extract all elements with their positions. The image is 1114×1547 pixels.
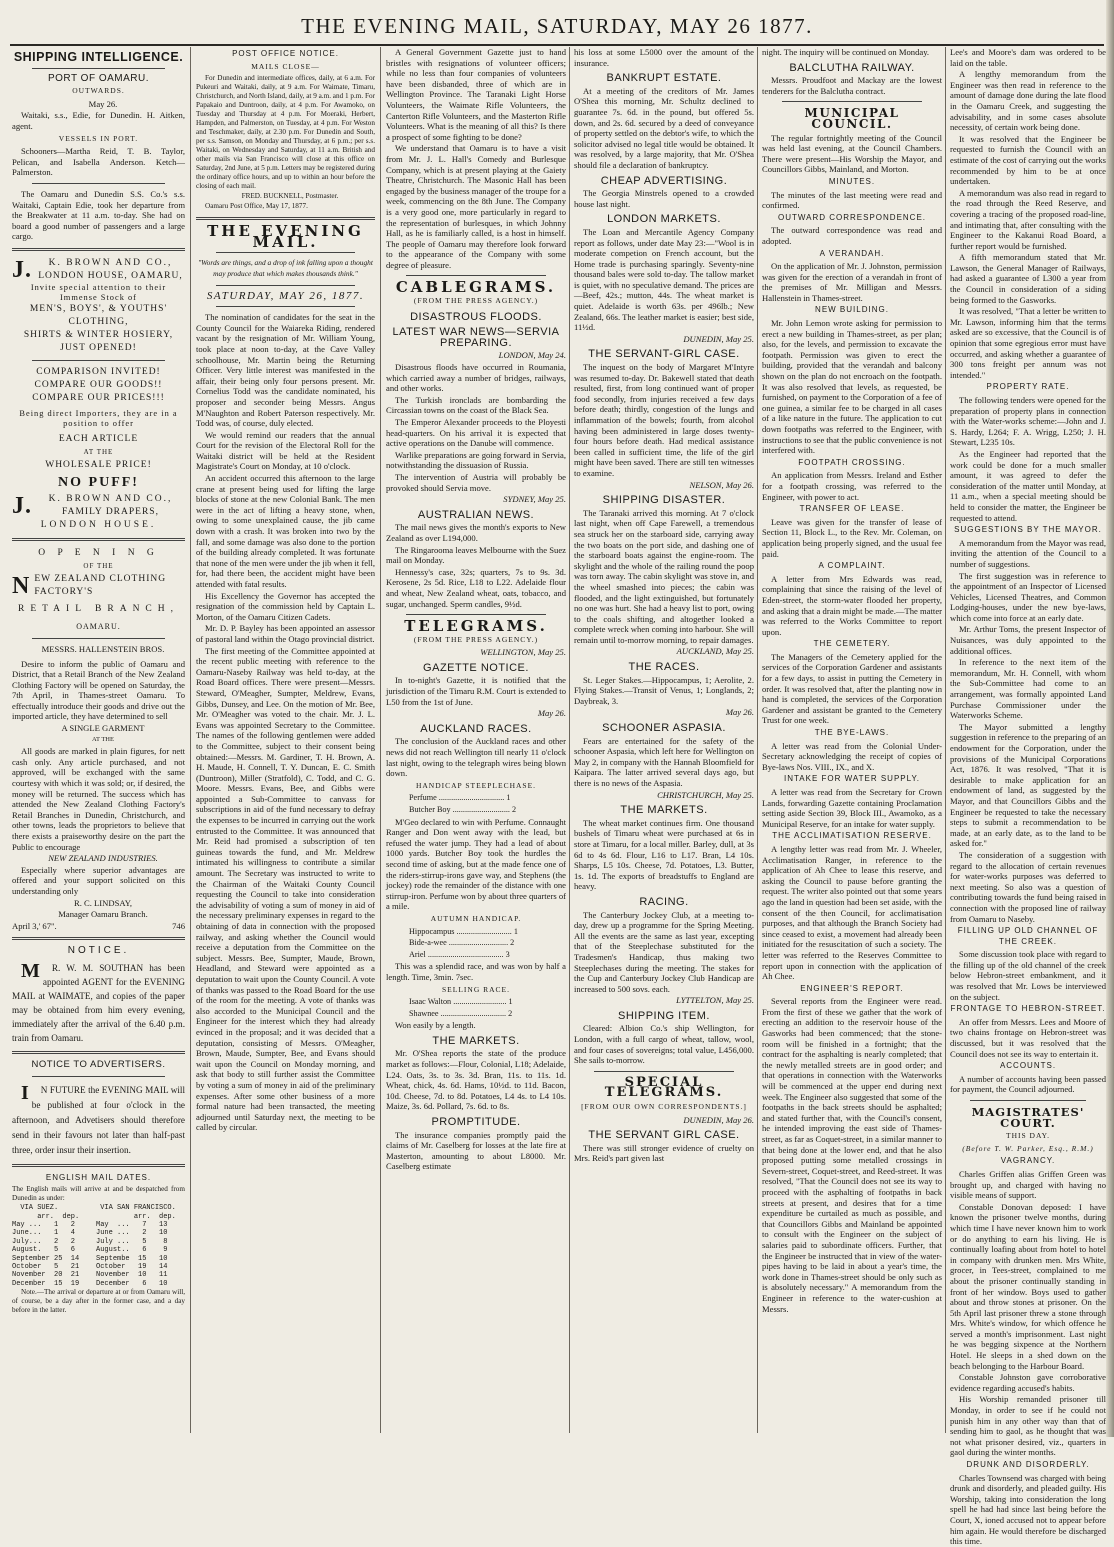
sub-heading: THE ACCLIMATISATION RESERVE.	[772, 831, 932, 841]
paragraph: Mr. D. P. Bayley has been appointed an assessor of pastoral land within the Otago provincial district.	[196, 623, 375, 644]
section-heading: MAGISTRATES' COURT.	[971, 1105, 1085, 1130]
signature: R. C. LINDSAY,	[73, 897, 133, 908]
section-heading: SHIPPING DISASTER.	[602, 494, 726, 507]
rule	[196, 217, 375, 220]
sub-heading: VAGRANCY.	[1000, 1156, 1056, 1166]
paragraph: The consideration of a suggestion with regard to the allocation of certain revenues for water-works purposes was deferred to next meeting. So also was a question of contributing towards the fund being raised in connection with the proposed line of railway from Oamaru to Naseby.	[950, 849, 1106, 924]
paragraph: The mail news gives the month's exports to New Zealand as over L194,000.	[386, 522, 566, 543]
paragraph: An application from Messrs. Ireland and Esther for a footpath crossing, was referred to the Engineer, with power to act.	[762, 470, 942, 502]
rule	[32, 360, 165, 361]
paragraph: An accident occurred this afternoon to the large crane at present being used for lifting the large blocks of stone at the new Colonial Bank. The men were in the act of lifting a heavy stone, when, owing to some unexplained cause, the jib came down with a crash. It was broken into two by the fall, and some damage was also done to the portion of the building already completed. It was fortunate that none of the men were under the jib when it fell, for, had there been, the accident might have been attended with fatal results.	[196, 473, 375, 589]
sub-heading: ENGINEER'S REPORT.	[800, 983, 904, 993]
motto: "Words are things, and a drop of ink falling upon a thought may produce that which makes thousands think."	[198, 258, 373, 278]
section-heading: AUSTRALIAN NEWS.	[417, 508, 535, 521]
paragraph: The outward correspondence was read and adopted.	[762, 225, 942, 246]
rule	[12, 1164, 185, 1167]
paper-title: THE EVENING MAIL.	[207, 222, 364, 251]
ad-line: OAMARU.	[76, 621, 121, 631]
paragraph: Fears are entertained for the safety of the schooner Aspasia, which left here for Wellington on May 2, in company with the Hannah Bloomfield for Kaipara. The latter arrived several days ago, but there is no news of the Aspasia.	[574, 735, 754, 788]
paragraph: The wheat market continues firm. One thousand bushels of Timaru wheat were purchased at 6s in store at Timaru, for a local miller. Barley, dull, at 3s 6d to 4s 6d. Flour, L16 to L17. Bran, L4 10s. Sharps, L5 10s. Cheese, 7d. Potatoes, L3. Butter, 1s. 1d. The exports of breadstuffs to England are heavy.	[574, 817, 754, 892]
ad-line: COMPARE OUR GOODS!!	[34, 379, 163, 390]
section-heading: GAZETTE NOTICE.	[423, 661, 529, 674]
sub-heading: AUTUMN HANDICAP.	[430, 913, 522, 923]
paragraph: Mr. Arthur Toms, the present Inspector of Nuisances, was duly appointed to the additional offices.	[950, 624, 1106, 656]
paragraph: Constable Johnston gave corroborative evidence regarding accused's habits.	[950, 1372, 1106, 1393]
column-divider	[757, 47, 758, 1433]
paragraph: A letter from Mrs Edwards was read, complaining that since the raising of the level of Eden-street, the storm-water flooded her property, and asking that a drain might be made.—The matter was referred to the Works Committee to report upon.	[762, 573, 942, 637]
section-heading: PROMPTITUDE.	[431, 1116, 521, 1129]
signature-role: Manager Oamaru Branch.	[58, 909, 148, 920]
paragraph: The nomination of candidates for the seat in the County Council for the Waiareka Riding, rendered vacant by the resignation of Mr. William Young, took place at noon to-day, at the Cave Valley schoolhouse, Mr. Martin being the Returning Officer. Very little interest was manifested in the affair, their being only four persons present. Mr. Cornelius Todd was the candidate nominated, his proposer and seconder being Messrs. Angus M'Naughton and Robert Paterson respectively. Mr. Todd was, of course, duly elected.	[196, 312, 375, 429]
paragraph: The Emperor Alexander proceeds to the Ployesti head-quarters. On his arrival it is expected that active operations on the Danube will commence.	[386, 417, 566, 449]
mail-table: VIA SUEZ. VIA SAN FRANCISCO. arr. dep. arr. dep. May ... 1 2 May ... 7 13 June... 1 4 June ... 2 10 July... 2 2 July ... 5 8 August. 5 6 August.. 6 9 September 25 14 Septembe 15 10 October 5 21 October 19 14 November 20 21 November 10 11 December 15 19 December 6 10	[12, 1204, 176, 1288]
section-heading: THE SERVANT-GIRL CASE.	[588, 348, 740, 361]
paragraph: It was resolved, "That a letter be written to Mr. Lawson, informing him that the terms asked are so excessive, that the Council is of opinion that some egregious error must have occurred, and asking whether a guarantee of 300 tons freight per annum was not intended."	[950, 306, 1106, 380]
ad-line: K. BROWN AND CO.,	[48, 493, 173, 504]
section-heading: SCHOONER ASPASIA.	[602, 722, 726, 735]
dateline: LYTTELTON, May 25.	[676, 995, 754, 1006]
dateline: Oamaru Post Office, May 17, 1877.	[205, 202, 308, 211]
section-heading: RACING.	[639, 895, 689, 908]
ad-line: JUST OPENED!	[60, 342, 137, 353]
paragraph: Cleared: Albion Co.'s ship Wellington, for London, with a full cargo of wheat, tallow, wool, and four cases of sovereigns; total value, L456,000. She sails to-morrow.	[574, 1023, 754, 1066]
paragraph: The Loan and Mercantile Agency Company report as follows, under date May 23:—"Wool is in moderate competion on French account, but the Home trade is purchasing sparingly. Seventy-nine thousand bales were sold to-day. The tallow market is quiet, with no speculative demand. The prices are—Beef, 42s.; mutton, 44s. The wheat market is quiet. Adelaide is worth 63s. per 496lb.; New Zealand, 66s. The leather market is easier; best side, 11½d.	[574, 226, 754, 333]
section-heading: PORT OF OAMARU.	[47, 72, 150, 84]
column-divider	[190, 47, 191, 1433]
dateline: May 26.	[88, 98, 118, 109]
rule	[782, 101, 922, 102]
paragraph: N FUTURE the EVENING MAIL will be published at four o'clock in the afternoon, and Advetisers should therefore send in their favours not later than half-past three, order insur their insertion.	[12, 1084, 185, 1155]
paragraph: The conclusion of the Auckland races and other news did not reach Wellington till nearly 11 o'clock last night, owing to the telegraph wires being blown down.	[386, 736, 566, 779]
paragraph: We would remind our readers that the annual Court for the revision of the Electoral Roll for the Waitaki district will be held at the Resident Magistrate's Court on Monday, at 10 o'clock.	[196, 429, 375, 472]
ad-line: MESSRS. HALLENSTEIN BROS.	[41, 643, 165, 654]
ad-line: A SINGLE GARMENT	[61, 723, 145, 734]
paragraph: Charles Townsend was charged with being drunk and disorderly, and pleaded guilty. His Worship, taking into consideration the long spell he had had since last being before the Court, X, ioned accused not to appear before him again. He would therefore be discharged this time.	[950, 1472, 1106, 1547]
ad-ref: 746	[172, 920, 185, 931]
dateline: WELLINGTON, May 25.	[480, 647, 566, 658]
race-result: Shawnee ................................ 2	[409, 1008, 513, 1018]
drop-initial: J.	[12, 256, 32, 283]
paragraph: Charles Griffen alias Griffen Green was brought up, and charged with having no visible means of support.	[950, 1168, 1106, 1201]
ad-line: AT THE	[92, 735, 114, 743]
column-divider	[945, 47, 946, 1433]
sub-heading: PROPERTY RATE.	[986, 382, 1070, 392]
ad-line: EACH ARTICLE	[58, 433, 139, 444]
rule	[216, 285, 355, 286]
paragraph: night. The inquiry will be continued on Monday.	[762, 47, 930, 57]
sub-heading: (FROM THE PRESS AGENCY.)	[413, 634, 539, 644]
race-result: Hippocampus ........................... 1	[409, 926, 518, 936]
sub-heading: MINUTES.	[828, 176, 876, 186]
paragraph: At a meeting of the creditors of Mr. James O'Shea this morning, Mr. Schultz declined to guarantee 7s. 6d. in the pound, but offered 5s. down, and 2s. 6d. secured by a deed of conveyance of property settled on the debtor's wife, to which the solicitor advised no legal title would be obtained. It was resolved, by a large majority, that Mr. O'Shea should file a declaration of bankruptcy.	[574, 85, 754, 170]
section-heading: SHIPPING ITEM.	[618, 1009, 710, 1022]
ad-line: SHIRTS & WINTER HOSIERY,	[23, 329, 174, 340]
race-result: Ariel ..................................... 3	[409, 949, 510, 959]
paragraph: Especially where superior advantages are offered and your support solicited on this understanding only	[12, 864, 185, 896]
section-heading: CABLEGRAMS.	[395, 278, 557, 297]
dateline: NELSON, May 26.	[689, 479, 754, 490]
rule	[12, 937, 185, 940]
section-heading: BANKRUPT ESTATE.	[606, 72, 722, 85]
ad-line: Invite special attention to their Immense Stock of	[30, 282, 167, 302]
column-divider	[380, 47, 381, 1433]
ad-line: Being direct Importers, they are in a position to offer	[19, 408, 178, 428]
paragraph: The Ringarooma leaves Melbourne with the Suez mail on Monday.	[386, 544, 566, 566]
paragraph: his loss at some L5000 over the amount of the insurance.	[574, 47, 754, 68]
ad-line: O P E N I N G	[38, 547, 159, 558]
masthead: THE EVENING MAIL, SATURDAY, MAY 26 1877.	[301, 14, 813, 38]
sub-heading: NEW BUILDING.	[815, 305, 889, 315]
section-heading: NOTICE.	[67, 945, 130, 957]
ad-line: K. BROWN AND CO.,	[48, 257, 173, 268]
paragraph: Note.—The arrival or departure at or from Oamaru will, of course, be a day after in the former case, and a day before in the latter.	[12, 1288, 185, 1315]
sub-heading: OUTWARD CORRESPONDENCE.	[777, 212, 927, 222]
ad-line: EW ZEALAND CLOTHING FACTORY'S	[34, 573, 167, 597]
paragraph: The Taranaki arrived this morning. At 7 o'clock last night, when off Cape Farewell, a tremendous sea struck her on the starboard side, carrying away the two boats on the port side, and dashing one of the starboard boats against the engine-room. The skylight and the whole of the railing round the poop was torn away. The cabin skylight was stove in, and the wheel smashed into pieces; the cabin was flooded, and the light extinguished, but fortunately no one was hurt. She had a heavy list to port, owing to the coals shifting, and altogether looked a complete wreck when coming into harbour. She will remain until to-morrow morning, to repair damages.	[574, 507, 754, 645]
section-heading: ENGLISH MAIL DATES.	[45, 1172, 152, 1182]
ad-line: LONDON HOUSE, OAMARU,	[38, 270, 183, 281]
section-heading: POST OFFICE NOTICE.	[232, 49, 339, 58]
sub-heading: (FROM THE PRESS AGENCY.)	[413, 296, 539, 306]
dateline: AUCKLAND, May 25.	[676, 646, 754, 657]
ad-line: FAMILY DRAPERS,	[62, 506, 159, 517]
rule	[32, 68, 165, 69]
sub-heading: FOOTPATH CROSSING.	[798, 457, 906, 467]
paragraph: The first suggestion was in reference to the appointment of an Inspector of Licensed Vehicles, Licensed Theatres, and Common Lodging-houses, under the new bye-laws, which come into force at an early date.	[950, 570, 1106, 623]
paragraph: The insurance companies promptly paid the claims of Mr. Caselberg for losses at the late fire at Masterton, amounting to about L8000. Mr. Caselberg estimate	[386, 1129, 566, 1172]
paragraph: The regular fortnightly meeting of the Council was held last evening, at the Council Chambers. There were present—His Worship the Mayor, and Councillors Gibbs, Mainland, and Morton.	[762, 132, 942, 175]
ad-line: AT THE	[83, 447, 114, 456]
paragraph: The Oamaru and Dunedin S.S. Co.'s s.s. Waitaki, Captain Edie, took her departure from the Breakwater at 11 a.m. to-day. She had on board a good number of passengers and a large cargo.	[12, 188, 185, 242]
paragraph: The Georgia Minstrels opened to a crowded house last night.	[574, 188, 754, 209]
section-heading: AUCKLAND RACES.	[420, 722, 532, 735]
sub-heading: (Before T. W. Parker, Esq., R.M.)	[962, 1143, 1094, 1153]
rule	[32, 1076, 165, 1077]
paragraph: Disastrous floods have occurred in Roumania, which carried away a number of bridges, railways, and other works.	[386, 362, 566, 394]
sub-heading: FRONTAGE TO HEBRON-STREET.	[950, 1004, 1106, 1014]
paragraph: A number of accounts having been passed for payment, the Council adjourned.	[950, 1073, 1106, 1095]
sub-heading: HANDICAP STEEPLECHASE.	[415, 780, 537, 790]
sub-heading: SUGGESTIONS BY THE MAYOR.	[954, 525, 1102, 535]
paragraph: Mr. O'Shea reports the state of the produce market as follows:—Flour, Colonial, L18; Adelaide, L24. Oats, 3s. to 3s. 3d. Bran, 11s. to 11s. 1d. Wheat, chick, 4s. 6d. Hams, 10½d. to 11d. Bacon, 10d. Cheese, 7d. to 8d. Potatoes, L4 4s. to L4 10s. Maize, 3s. 6d. Pollard, 7s. 6d. to 8s.	[386, 1048, 566, 1112]
signature: FRED. BUCKNELL, Postmaster.	[241, 192, 339, 201]
rule	[12, 1051, 185, 1054]
sub-heading: A VERANDAH.	[819, 248, 885, 258]
sub-heading: VESSELS IN PORT.	[58, 133, 139, 143]
ad-line: COMPARISON INVITED!	[36, 366, 161, 377]
section-heading: TELEGRAMS.	[404, 617, 548, 636]
sub-heading: SELLING RACE.	[442, 984, 510, 994]
paragraph: A memorandum from the Mayor was read, inviting the attention of the Council to a number of suggestions.	[950, 537, 1106, 569]
paragraph: It was resolved that the Engineer be requested to furnish the Council with an estimate of the cost of carrying out the works recommended by him to be at once undertaken.	[950, 133, 1106, 187]
section-heading: THE SERVANT GIRL CASE.	[588, 1129, 740, 1142]
paragraph: His Worship remanded prisoner till Monday, in order to see if he could not punish him in any other way than that of sending him to gaol, as he thought that was not what prisoner desired, viz., quarters in gaol during the winter months.	[950, 1394, 1106, 1458]
rule	[594, 1071, 734, 1072]
column-6	[950, 47, 1106, 1547]
column-5	[762, 47, 942, 1433]
sub-heading: THIS DAY.	[1005, 1131, 1050, 1141]
paragraph: A lengthy memorandum from the Engineer was then read in reference to the amount of damage done during the late flood in the Oamaru Creek, and suggesting the advisability, and in some cases absolute necessity, of certain work being done.	[950, 69, 1106, 133]
paragraph: Leave was given for the transfer of lease of Section 11, Block L., to the Rev. Mr. Coleman, on application being properly signed, and the usual fee paid.	[762, 516, 942, 559]
sub-heading: OUTWARDS.	[72, 86, 125, 96]
paragraph: On the application of Mr. J. Johnston, permission was given for the erection of a verandah in front of the premises of Mr. Milligan and Messrs. Hallenstein in Thames-street.	[762, 261, 942, 303]
masthead-rule	[10, 44, 1104, 46]
sub-heading: FILLING UP OLD CHANNEL OF THE CREEK.	[957, 926, 1099, 946]
drop-initial: M	[21, 959, 40, 982]
rule	[32, 183, 165, 184]
paragraph: Messrs. Proudfoot and Mackay are the lowest tenderers for the Balclutha contract.	[762, 75, 942, 96]
paragraph: In reference to the next item of the memorandum, Mr. H. Connell, with whom the Sub-Committee had come to an arrangement, was formally appointed Land Purchase Commissioner under the Waterworks Scheme.	[950, 657, 1106, 721]
section-heading: THE MARKETS.	[620, 804, 708, 817]
advertisement-nz-clothing	[12, 547, 185, 633]
paragraph: There was still stronger evidence of cruelty on Mrs. Reid's part given last	[574, 1142, 754, 1164]
race-result: Perfume ................................ 1	[409, 793, 511, 803]
sub-heading: INTAKE FOR WATER SUPPLY.	[783, 774, 921, 784]
sub-heading: THE CEMETERY.	[813, 639, 891, 649]
section-heading: NOTICE TO ADVERTISERS.	[31, 1058, 166, 1070]
paragraph: A letter was read from the Colonial Under-Secretary acknowledging the receipt of copies of Bye-laws Nos. VIII., IX., and X.	[762, 740, 942, 772]
paragraph: A fifth memorandum stated that Mr. Lawson, the General Manager of Railways, had asked a guarantee of L300 a year from the Council in consideration of a siding being formed to the Gasworks.	[950, 252, 1106, 305]
sub-heading: TRANSFER OF LEASE.	[799, 504, 905, 514]
section-heading: THE MARKETS.	[432, 1034, 520, 1047]
drop-initial: J.	[12, 492, 32, 519]
ad-line: WHOLESALE PRICE!	[45, 459, 152, 470]
paragraph: For Dunedin and intermediate offices, daily, at 6 a.m. For Pukeuri and Waitaki, daily, at 9 a.m. For Waimate, Timaru, Christchurch, and North Island, daily, at 9 a.m. and 1 p.m. For Papakaio and Duntroon, daily, at 4 p.m. For Awamoko, on Tuesday and Thursday at 4 p.m. For Moeraki, Herbert, Hampden, and Palmerston, on Tuesday, at 4 p.m. For Weston and Teschmaker, daily, at 2.30 p.m. For Dunedin and South, per s.s. Samson, on Monday and Thursday, at 6 p.m.; per s.s. Waitaki, on Wednesday and Saturday, at 11 a.m. British and other mails via San Francisco will close at this office on Saturday, 2nd June, at 5 p.m. Letters may be registered during the ordinary office hours, and up to within an hour before the closing of each mail.	[196, 74, 375, 191]
ad-line: MEN'S, BOYS', & YOUTHS' CLOTHING,	[29, 303, 168, 327]
paragraph: Desire to inform the public of Oamaru and District, that a Retail Branch of the New Zealand Clothing Factory will be opened on Saturday, the 7th April, in Thames-street Oamaru. To effectually introduce their goods and drive out the imported article, they have determined to sell	[12, 658, 185, 722]
paragraph: The intervention of Austria will probably be provoked should Servia move.	[386, 471, 566, 493]
paragraph: This was a splendid race, and was won by half a length. Time, 3min. 7sec.	[386, 961, 566, 982]
section-heading: BALCLUTHA RAILWAY.	[789, 61, 915, 74]
section-heading: LONDON MARKETS.	[607, 213, 721, 226]
paragraph: Lee's and Moore's dam was ordered to be laid on the table.	[950, 47, 1106, 68]
paragraph: The following tenders were opened for the preparation of property plans in connection with the Water-works scheme:—John and J. S. Hardy, L264; F. A. Wrigg, L250; J. H. Stewart, L235 10s.	[950, 395, 1106, 448]
ad-line: OF THE	[83, 561, 114, 570]
rule	[12, 248, 185, 251]
page-edge	[1106, 0, 1114, 1437]
section-heading: SPECIAL TELEGRAMS.	[604, 1074, 724, 1101]
paragraph: Warlike preparations are going forward in Servia, notwithstanding the dissuasion of Russia.	[386, 449, 566, 471]
column-3	[386, 47, 566, 1433]
race-result: Butcher Boy ............................ 2	[409, 805, 517, 814]
ad-line: RETAIL BRANCH,	[18, 603, 179, 614]
ad-line: NEW ZEALAND INDUSTRIES.	[48, 853, 158, 864]
column-divider	[569, 47, 570, 1433]
paragraph: Schooners—Martha Reid, T. B. Taylor, Pelican, and Isabella Anderson. Ketch—Palmerston.	[12, 146, 185, 178]
section-heading: THE RACES.	[628, 661, 700, 674]
paragraph: St. Leger Stakes.—Hippocampus, 1; Aerolite, 2. Flying Stakes.—Transit of Venus, 1; Longlands, 2; Daybreak, 3.	[574, 674, 754, 706]
dateline: LONDON, May 24.	[498, 350, 566, 361]
paragraph: The first meeting of the Committee appointed at the recent public meeting with reference to the Oamaru-Naseby Railway was held to-day, at the Road Board offices. There were present—Messrs. Steward, O'Meagher, Sumpter, Meldrew, Evans, Gibbs, Dunsey, and Lee. On the motion of Mr. Bee, Mr. O'Meagher was voted to the chair. Mr. J. L. Evans was appointed Secretary to the Committee. The names of the following gentlemen were added to the Committee, subject to their consent being obtained:—Messrs. M. Gardiner, T. H. Brown, A. H. Maude, H. Connell, T. Y. Duncan, E. C. Smith (Duntroon), Miller (Stratfold), C. Todd, and C. G. Moore. Messrs. Evans, Bee, and Gibbs were appointed a Sub-Committee to canvass for subscriptions in aid of the fund necessary to defray the expenses to be incurred in carrying out the work entrusted to the Committee. It was announced that Mr. Reid had promised a subscription of ten guineas towards the fund, and Mr. Meldrew intimated his willingness to contribute a similar amount. The Secretary was instructed to write to the Chairman of the Waitaki County Council requesting the Council to take into consideration the advisability of voting a sum of money in aid of the necessary preliminary expenses in regard to the obtaining of data in connection with the proposed railway, and asking whether the Council would receive a deputation from the Committee on the subject. Messrs. Bee, Sumpter, Maude, Brown, Headland, and Steward were appointed as a deputation to wait upon the County Council. A vote of thanks was passed to the Road Board for the use of the room for the meeting. A vote of thanks was also accorded to the Municipal Council and the Engineer for the interest which they had already evinced in the proposal; and it was decided that a deputation, consisting of Messrs. O'Meagher, Brown, Maude, Sumpter, Bee, and Evans should wait upon the Council on Monday morning, and ask that body to still further assist the Committee by voting a sum of money in aid of the preliminary expenses. After some other business of a more formal nature had been transacted, the meeting adjourned until Saturday next, the meeting to be called by circular.	[196, 645, 375, 1133]
paragraph: R. W. M. SOUTHAN has been appointed AGENT for the EVENING MAIL at WAIMATE, and copies of the paper may be obtained from him every evening, immediately after the arrival of the 6.40 p.m. train from Oamaru.	[12, 962, 185, 1043]
rule	[406, 275, 546, 276]
paragraph: We understand that Oamaru is to have a visit from Mr. J. L. Hall's Comedy and Burlesque Company, which is at present playing at the Gaiety Theatre, Christchurch. The Masonic Hall has been engaged by the business manager of the troupe for a week, commencing on the 8th June. The Company is a very good one, more particularly in regard to the representation of burlesques, in which Johnny Hall, as he is familiarly called, is a host in himself. The people of Oamaru may therefore look forward to the appearance of the Company with some degree of pleasure.	[386, 143, 566, 270]
ad-line: LONDON HOUSE.	[40, 519, 157, 530]
paragraph: A lengthy letter was read from Mr. J. Wheeler, Acclimatisation Ranger, in reference to the application of Ah Chee to lease this reserve, and asking the Council to pause before granting the request. The writer also pointed out that some years ago the land in question had been set aside, with the consent of the then Council, for acclimatisation purposes, and that although the Branch Society had since ceased to exist, a movement had already been initiated for the resuscitation of such a society. The letter was referred to the Reserves Committee to report upon in connection with the application of Ah Chee.	[762, 843, 942, 982]
paragraph: The Mayor submitted a lengthy suggestion in reference to the preparing of an endowment for the Corporation, under the provisions of the Municipal Corporations Act, 1876. It was resolved, "That it is desirable to make application for an endowment of land, as suggested by the Mayor, and that Councillors Gibbs and the Engineer be requested to take the necessary steps to submit a recommendation to be made, at an early date, as to the land to be asked for."	[950, 721, 1106, 849]
paragraph: Won easily by a length.	[395, 1020, 476, 1031]
sub-heading: THE BYE-LAWS.	[814, 728, 890, 738]
column-4	[574, 47, 754, 1433]
paragraph: Waitaki, s.s., Edie, for Dunedin. H. Aitken, agent.	[12, 110, 185, 131]
paragraph: A General Government Gazette just to hand bristles with resignations of volunteer officers; while no less than four companies of volunteers have been disbanded, three of which are in Wellington Province. The Taranaki Light Horse Volunteers, the Waimate Rifle Volunteers, the Canterton Rifle Volunteers, and the Masterton Rifle Volunteers. What is the meaning of all this? Is there a prospect of some fighting to be done?	[386, 47, 566, 142]
rule	[970, 1100, 1086, 1101]
paragraph: Constable Donovan deposed: I have known the prisoner twelve months, during which time I have never known him to work or do anything to earn his living. He is continually loafing about from hotel to hotel in company with drunken men. Mrs White, grocer, in Tees-street, complained to me about the prisoner continually standing in front of her window. Boys used to gather about and throw stones at prisoner. On the 5th April last prisoner threw a stone through Mrs. White's window, for which offence he served a month's imprisonment. Last night he was begging sixpence at the Northern Hotel. He sleeps in a shed down on the beach belonging to the Harbour Board.	[950, 1201, 1106, 1371]
ad-line: NO PUFF!	[58, 474, 139, 490]
dateline: DUNEDIN, May 25.	[683, 333, 754, 344]
paragraph: All goods are marked in plain figures, for nett cash only. Any article purchased, and not approved, will be exchanged with the same courtesy with which it was sold; or, if desired, the money will be returned. The success which has attended the New Zealand Clothing Factory's Retail Branches in Dunedin, Christchurch, and other towns, leads the proprietors to believe that there exists a praiseworthy desire on the part the Public to encourage	[12, 746, 185, 852]
paragraph: His Excellency the Governor has accepted the resignation of the commission held by Captain L. Morton, of the Oamaru Citizen Cadets.	[196, 590, 375, 622]
paragraph: An offer from Messrs. Lees and Moore of two chains frontage on Hebron-street was discussed, but it was resolved that the Council does not see its way to entertain it.	[950, 1016, 1106, 1059]
sub-heading: DRUNK AND DISORDERLY.	[966, 1460, 1090, 1469]
drop-initial: N	[12, 572, 31, 599]
rule	[216, 252, 355, 253]
race-result: Bide-a-wee ............................. 2	[409, 938, 515, 948]
sub-heading: [FROM OUR OWN CORRESPONDENTS.]	[581, 1102, 747, 1112]
paragraph: Mr. John Lemon wrote asking for permission to erect a new building in Thames-street, as per plan; also, for the levels, and permission to excavate the footpath. Permission was given to erect the building, provided that the verandah and balcony shown on the plan do not encroach on the footpath. It was also resolved that levels, as requested, be furnished, on payment to the Corporation of a fee of one guinea, a similar fee to be charged in all cases of a like nature in the future. The application to cut down footpaths was referred to the Engineer, with instructions to see that the public convenience is not interfered with.	[762, 318, 942, 456]
paragraph: As the Engineer had reported that the work could be done for a much smaller amount, it was agreed to defer the consideration of the matter until Monday, at 11 a.m., when a special meeting should be held to consider the matter, the Engineer be requested to attend.	[950, 448, 1106, 523]
ad-line: COMPARE OUR PRICES!!!	[32, 392, 165, 403]
section-heading: SHIPPING INTELLIGENCE.	[13, 50, 184, 64]
issue-date: SATURDAY, MAY 26, 1877.	[206, 289, 365, 302]
paragraph: Hennessy's case, 32s; quarters, 7s to 9s. 3d. Kerosene, 2s 5d. Rice, L18 to L22. Adelaide flour and wheat, New Zealand wheat, oats, tobacco, and sugar, unchanged. Sperm candles, 9½d.	[386, 566, 566, 609]
paragraph: M'Geo declared to win with Perfume. Connaught Ranger and Don went away with the lead, but refused the water jump. They had a lead of about 1000 yards. Butcher Boy took the hurdles the second time of asking, but at the made fence one of the riders-stirrup-irons gave way, and Stephens (the jockey) rode the remainder of the distance with one stirrup-iron. Perfume won by about three quarters of a mile.	[386, 816, 566, 912]
paragraph: The minutes of the last meeting were read and confirmed.	[762, 189, 942, 211]
dateline: SYDNEY, May 25.	[503, 494, 566, 505]
column-2	[196, 47, 375, 1433]
paragraph: Some discussion took place with regard to the filling up of the old channel of the creek below Hebron-street embankment, and it was resolved that Mr. Lows be interviewed on the subject.	[950, 949, 1106, 1002]
section-heading: DISASTROUS FLOODS.	[410, 310, 542, 323]
dateline: May 26.	[725, 707, 754, 718]
rule	[12, 538, 185, 541]
race-result: Isaac Walton .......................... 1	[409, 997, 513, 1007]
drop-initial: I	[21, 1081, 29, 1104]
paragraph: A letter was read from the Secretary for Crown Lands, forwarding Gazette containing Proclamation setting aside Section 39, Block III., Awamoko, as a Municipal Reserve, for an intake for water supply.	[762, 787, 942, 829]
paragraph: In to-night's Gazette, it is notified that the jurisdiction of the Timaru R.M. Court is extended to L50 from the 1st of June.	[386, 675, 566, 707]
paragraph: Several reports from the Engineer were read. From the first of these we gather that the work of erecting an addition to the reservoir house of the Gasworks had been commenced; that the stone-room will be finished in a fortnight; that the contract for the asphalting is nearly completed; that the newly metalled streets are in good order; and that operations in connection with the Waterworks will be commenced at the upper end during next week. The Engineer also suggested that some of the footpaths in the back streets should be asphalted; and stated further that, with the Council's consent, he intended improving the east side of Thames-street, as far as Coquet-street, in a similar manner to that being done at the lower end, and that he also proposed putting some metalled crossings in Severn-street, Coquet-street, and Reed-street. It was resolved, "That the Council does not see its way to proceed with the asphalting of footpaths in back streets at present, and desires that for a time expenditure be curtailed as much as possible, and that Councillors Gibbs and Mainland be appointed to consult with the Engineer on the subject of salaries paid to subordinate officers. Further, that the Engineer be instructed that in view of the water-pipes having to be laid in about a year's time, the work done in Thames-street should be only such as is absolutely necessary." A memorandum from the Engineer in reference to the water-cushion at Messrs.	[762, 996, 942, 1314]
paragraph: The inquest on the body of Margaret M'Intyre was resumed to-day. Dr. Bakewell stated that death resulted, first, from long continued want of proper food secondly, from injuries received a few days before death; thirdly, congestion of the lungs and inflammation of the bowels; fourth, from alcohol having been administered in large doses twenty-four hours before death. Had medical assistance been called in sufficient time, the life of the girl might have been saved. There are still ten witnesses to examine.	[574, 362, 754, 478]
advertisement-brown	[12, 257, 185, 532]
section-heading: CHEAP ADVERTISING.	[600, 174, 728, 187]
sub-heading: ACCOUNTS.	[999, 1061, 1057, 1071]
dateline: CHRISTCHURCH, May 25.	[657, 789, 754, 800]
section-heading: LATEST WAR NEWS—SERVIA PREPARING.	[392, 326, 560, 349]
paragraph: The Turkish ironclads are bombarding the Circassian towns on the coast of the Black Sea.	[386, 394, 566, 416]
rule	[406, 614, 546, 615]
paragraph: The English mails will arrive at and be despatched from Dunedin as under:	[12, 1185, 185, 1203]
ad-date: April 3,' 67".	[12, 920, 57, 931]
paragraph: The Canterbury Jockey Club, at a meeting to-day, drew up a programme for the Spring Meeting. All the events are the same as last year, excepting that of the Steeplechase substituted for the Tradesmen's Handicap, thus making two Steeplechases during the meeting. The stakes for the Cup and Canterbury Jockey Club Handicap are increased to 500 sovs. each.	[574, 909, 754, 994]
column-1	[12, 47, 185, 1433]
paragraph: A memorandum was also read in regard to the road through the Reed Reserve, and covering a tracing of the proposed road-line, and intimating that, after consulting with the Engineer to the Kakanui Road Board, a further report would be furnished.	[950, 187, 1106, 251]
dateline: May 26.	[537, 708, 566, 719]
dateline: DUNEDIN, May 26.	[683, 1114, 754, 1125]
sub-heading: A COMPLAINT.	[818, 561, 886, 571]
section-heading: MUNICIPAL COUNCIL.	[804, 106, 900, 131]
sub-heading: MAILS CLOSE—	[251, 61, 320, 71]
rule	[32, 638, 165, 639]
rule	[216, 306, 355, 307]
paragraph: The Managers of the Cemetery applied for the services of the Corporation Gardener and assistants for a few days, to assist in putting the Cemetery in order. It was resolved that, after the planting now in hand is completed, the services of the Corporation Gardener and assistant be granted to the Cemetery Trust for one week.	[762, 651, 942, 726]
